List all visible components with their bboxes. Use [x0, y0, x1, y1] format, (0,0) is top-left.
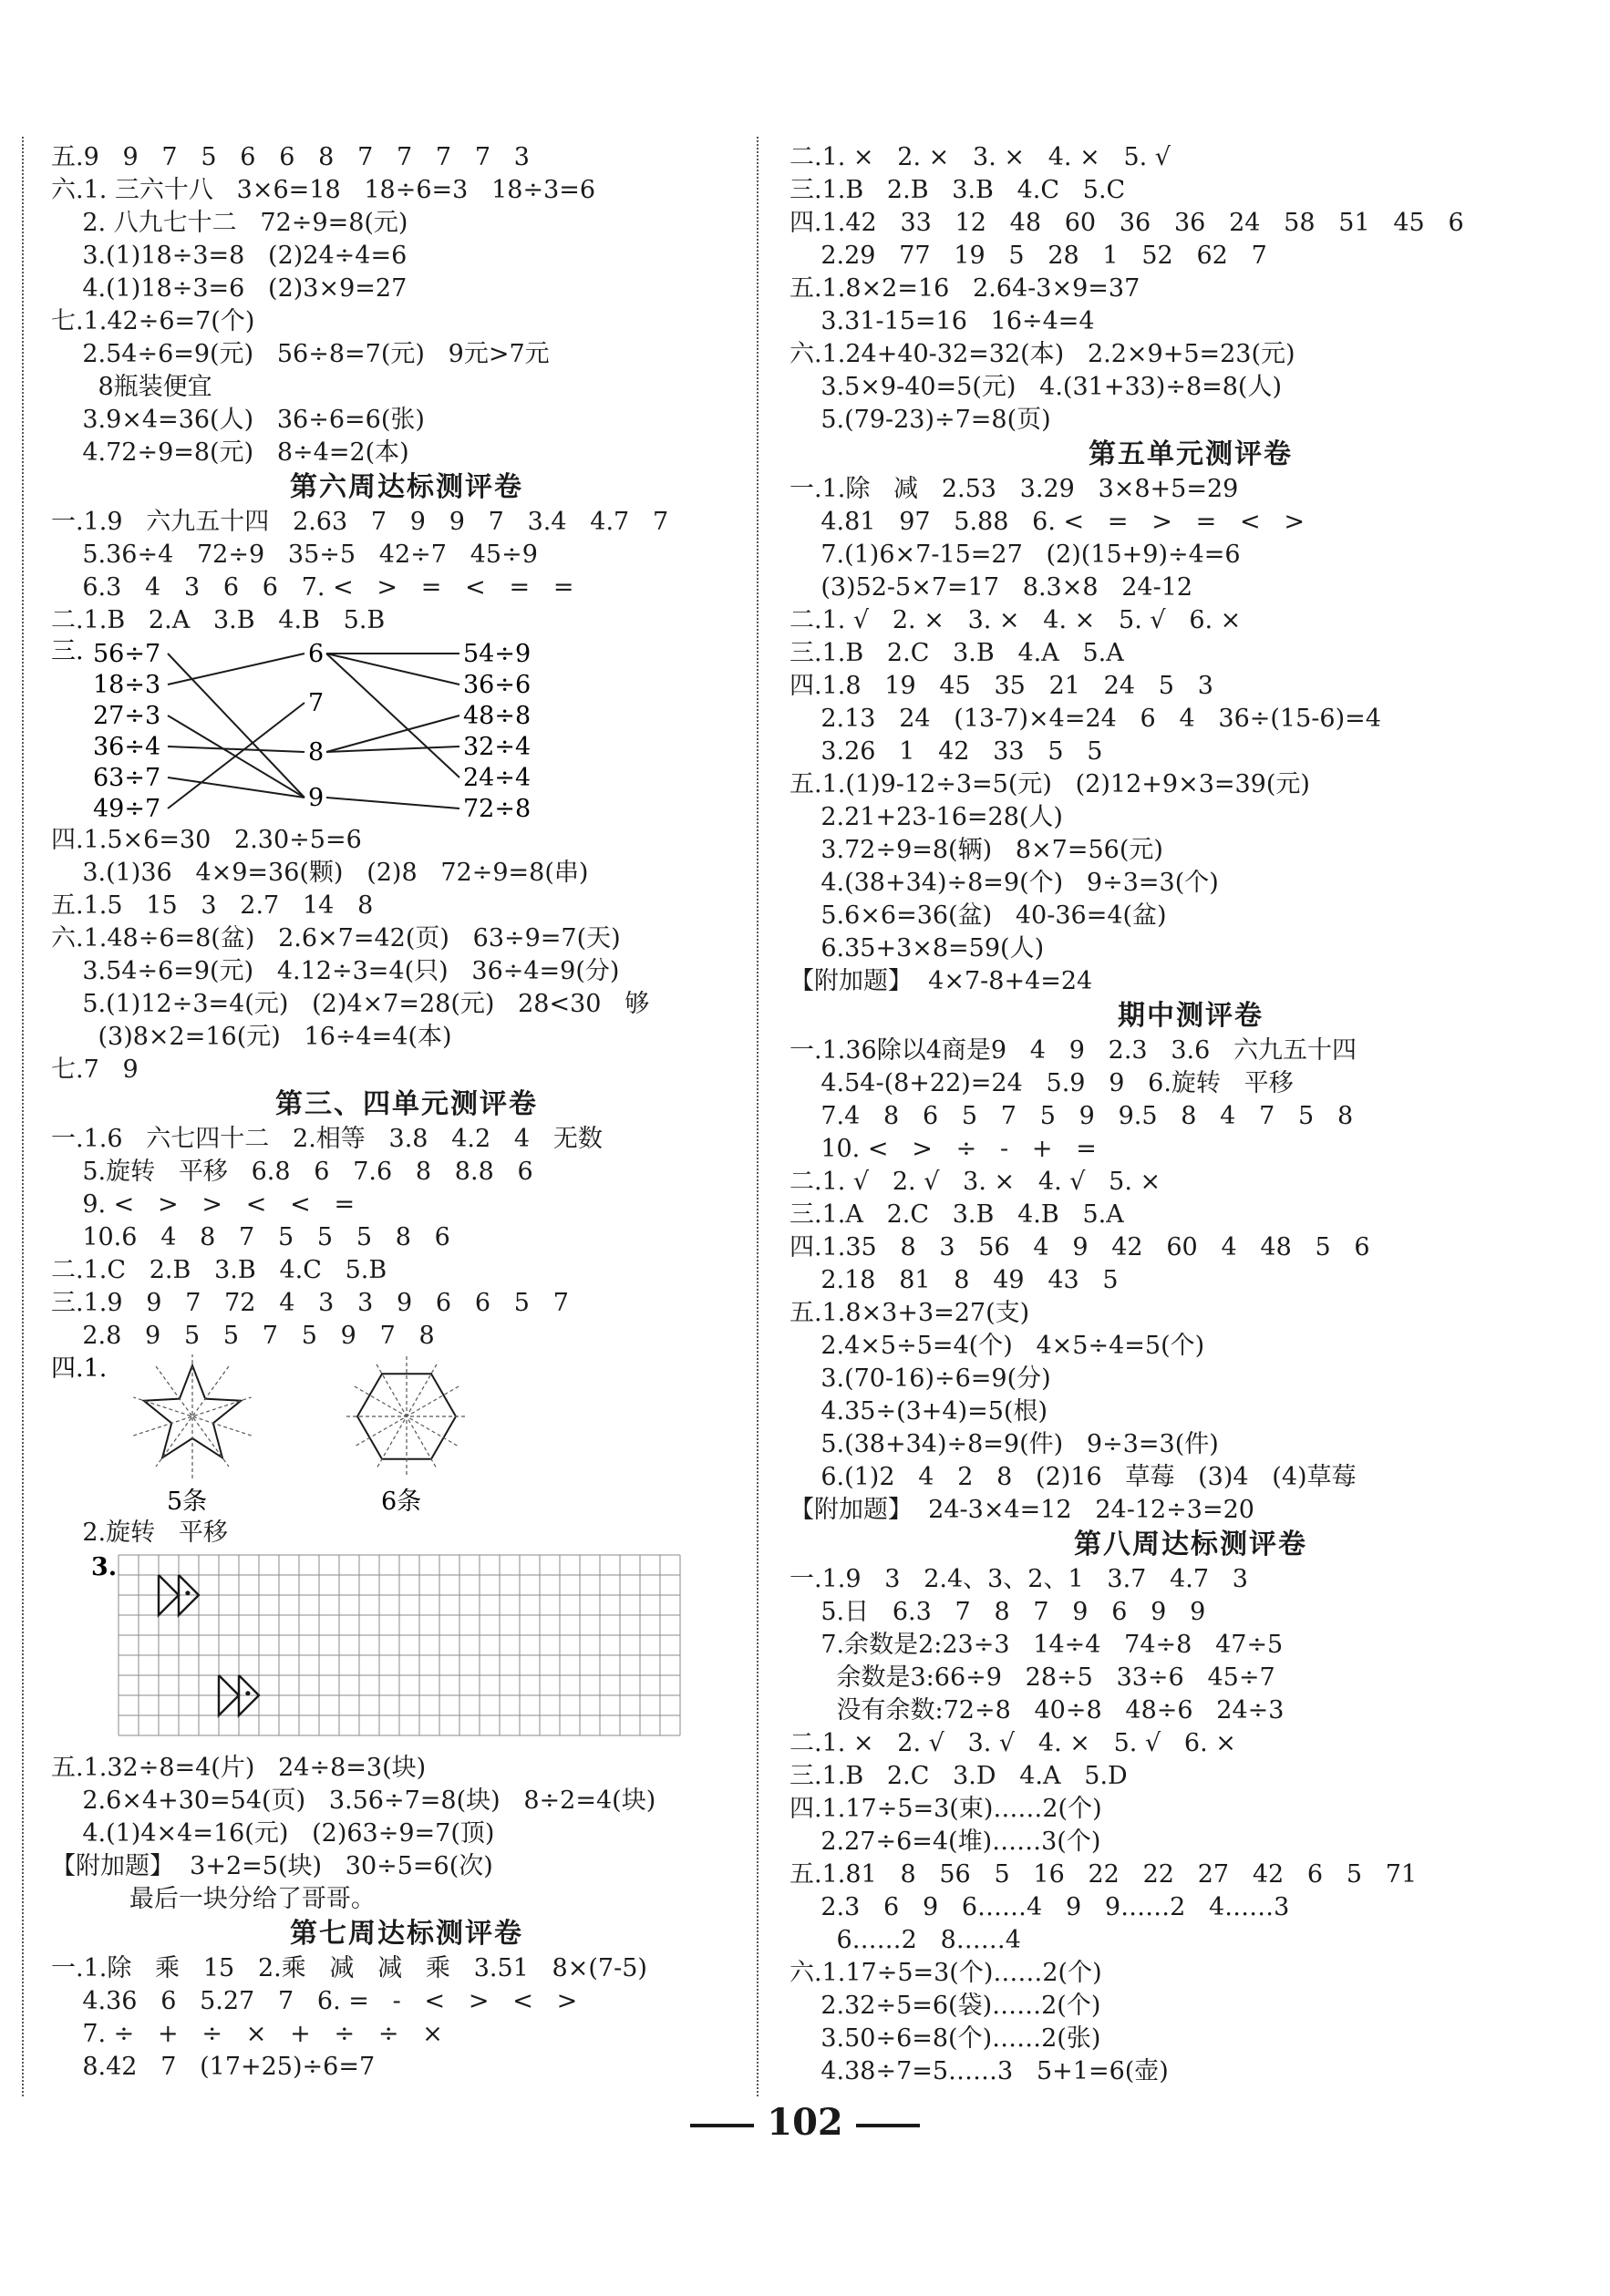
answer-line: 4.(38+34)÷8=9(个) 9÷3=3(个): [790, 869, 1219, 897]
match-left-item: 27÷3: [93, 702, 161, 730]
answer-line: 五.1.8×2=16 2.64-3×9=37: [790, 274, 1140, 303]
match-right-item: 24÷4: [463, 764, 532, 792]
answer-line: 2.21+23-16=28(人): [790, 803, 1063, 831]
answer-line: 二.1. × 2. √ 3. √ 4. × 5. √ 6. ×: [790, 1729, 1236, 1757]
answer-line: 三.1.B 2.B 3.B 4.C 5.C: [790, 176, 1126, 204]
page-number: 102: [767, 2101, 843, 2144]
match-mid-item: 8: [308, 738, 325, 767]
match-right-item: 36÷6: [463, 671, 532, 699]
answer-line: 4.36 6 5.27 7 6. = - < > < >: [51, 1987, 578, 2015]
answer-line: 三.1.B 2.C 3.B 4.A 5.A: [790, 639, 1124, 667]
match-line: [168, 777, 304, 798]
match-right-item: 48÷8: [463, 702, 532, 730]
match-right-item: 32÷4: [463, 733, 532, 761]
answer-line: 2.13 24 (13-7)×4=24 6 4 36÷(15-6)=4: [790, 705, 1381, 733]
answer-line: 3.50÷6=8(个)……2(张): [790, 2024, 1101, 2053]
answer-line: 五.1.32÷8=4(片) 24÷8=3(块): [51, 1754, 427, 1782]
match-left-item: 18÷3: [93, 671, 161, 699]
match-line: [168, 703, 304, 808]
answer-line: 6.(1)2 4 2 8 (2)16 草莓 (3)4 (4)草莓: [790, 1463, 1357, 1491]
answer-line: 9. < > > < < =: [51, 1190, 356, 1219]
answer-line: 五.1.8×3+3=27(支): [790, 1299, 1030, 1327]
answer-line: (3)8×2=16(元) 16÷4=4(本): [51, 1023, 452, 1051]
match-line: [326, 798, 459, 808]
answer-line: 六.1. 三六十八 3×6=18 18÷6=3 18÷3=6: [51, 176, 596, 204]
answer-line: 8.42 7 (17+25)÷6=7: [51, 2053, 376, 2081]
answer-line: 二.1.C 2.B 3.B 4.C 5.B: [51, 1256, 387, 1284]
answer-line: 5.(38+34)÷8=9(件) 9÷3=3(件): [790, 1430, 1219, 1458]
answer-line: 三.1.A 2.C 3.B 4.B 5.A: [790, 1200, 1124, 1229]
answer-line: 一.1.除 减 2.53 3.29 3×8+5=29: [790, 475, 1239, 503]
answer-line: 7.余数是2:23÷3 14÷4 74÷8 47÷5: [790, 1631, 1284, 1659]
answer-line: 5.日 6.3 7 8 7 9 6 9 9: [790, 1598, 1206, 1626]
match-mid-item: 9: [308, 784, 325, 812]
section-heading: 第六周达标测评卷: [290, 471, 523, 503]
match-line: [326, 654, 459, 777]
answer-line: 4.(1)18÷3=6 (2)3×9=27: [51, 274, 408, 303]
answer-line: 10.6 4 8 7 5 5 5 8 6: [51, 1223, 450, 1251]
answer-line: 3.54÷6=9(元) 4.12÷3=4(只) 36÷4=9(分): [51, 957, 620, 985]
answer-line: 2.54÷6=9(元) 56÷8=7(元) 9元>7元: [51, 340, 550, 368]
answer-line: 余数是3:66÷9 28÷5 33÷6 45÷7: [790, 1663, 1275, 1692]
answer-line: (3)52-5×7=17 8.3×8 24-12: [790, 573, 1193, 602]
answer-line: 四.1.35 8 3 56 4 9 42 60 4 48 5 6: [790, 1233, 1370, 1261]
answer-line: 七.7 9: [51, 1055, 139, 1084]
answer-line: 5.(1)12÷3=4(元) (2)4×7=28(元) 28<30 够: [51, 990, 650, 1018]
answer-line: 3.72÷9=8(辆) 8×7=56(元): [790, 836, 1163, 864]
section-heading: 第三、四单元测评卷: [275, 1088, 538, 1120]
answer-line: 7.(1)6×7-15=27 (2)(15+9)÷4=6: [790, 541, 1241, 569]
answer-line: 【附加题】 3+2=5(块) 30÷5=6(次): [51, 1852, 493, 1880]
match-left-item: 36÷4: [93, 733, 161, 761]
symmetry-label: 四.1.: [51, 1354, 108, 1383]
answer-line: 【附加题】 4×7-8+4=24: [790, 967, 1093, 995]
answer-line: 2.27÷6=4(堆)……3(个): [790, 1828, 1101, 1856]
grid-label: 3.: [91, 1553, 118, 1581]
answer-line: 4.72÷9=8(元) 8÷4=2(本): [51, 438, 409, 467]
answer-line: 一.1.36除以4商是9 4 9 2.3 3.6 六九五十四: [790, 1036, 1357, 1065]
answer-line: 2.6×4+30=54(页) 3.56÷7=8(块) 8÷2=4(块): [51, 1786, 656, 1815]
answer-line: 没有余数:72÷8 40÷8 48÷6 24÷3: [790, 1696, 1285, 1725]
answer-line: 五.1.(1)9-12÷3=5(元) (2)12+9×3=39(元): [790, 770, 1310, 798]
answer-line: 5.36÷4 72÷9 35÷5 42÷7 45÷9: [51, 541, 538, 569]
answer-line: 4.54-(8+22)=24 5.9 9 6.旋转 平移: [790, 1069, 1294, 1097]
match-line: [326, 654, 459, 685]
answer-line: 3.(1)18÷3=8 (2)24÷4=6: [51, 242, 408, 270]
hexagon-caption: 6条: [381, 1488, 422, 1516]
answer-line: 4.81 97 5.88 6. < = > = < >: [790, 508, 1305, 536]
answer-line: 3.5×9-40=5(元) 4.(31+33)÷8=8(人): [790, 373, 1282, 401]
answer-line: 2.29 77 19 5 28 1 52 62 7: [790, 242, 1267, 270]
answer-line: 3.26 1 42 33 5 5: [790, 737, 1103, 766]
match-right-item: 72÷8: [463, 795, 532, 819]
answer-line: 5.(79-23)÷7=8(页): [790, 406, 1051, 434]
answer-line: 三.1.9 9 7 72 4 3 3 9 6 6 5 7: [51, 1289, 569, 1317]
left-column: [51, 141, 762, 2084]
answer-line: 最后一块分给了哥哥。: [51, 1885, 376, 1913]
answer-line: 一.1.6 六七四十二 2.相等 3.8 4.2 4 无数: [51, 1125, 603, 1153]
answer-line: 六.1.17÷5=3(个)……2(个): [790, 1959, 1102, 1987]
matching-label: 三.: [51, 637, 84, 665]
answer-line: 三.1.B 2.C 3.D 4.A 5.D: [790, 1762, 1128, 1790]
star-caption: 5条: [167, 1488, 208, 1516]
answer-line: 二.1.B 2.A 3.B 4.B 5.B: [51, 606, 386, 634]
answer-line: 2. 八九七十二 72÷9=8(元): [51, 209, 408, 237]
match-line: [168, 654, 304, 798]
answer-line: 6.35+3×8=59(人): [790, 934, 1045, 963]
answer-line: 一.1.除 乘 15 2.乘 减 减 乘 3.51 8×(7-5): [51, 1954, 647, 1982]
answer-line: 4.(1)4×4=16(元) (2)63÷9=7(顶): [51, 1819, 495, 1848]
answer-line: 7. ÷ + ÷ × + ÷ ÷ ×: [51, 2020, 443, 2048]
section-heading: 第七周达标测评卷: [290, 1918, 523, 1950]
answer-line: 一.1.9 六九五十四 2.63 7 9 9 7 3.4 4.7 7: [51, 508, 669, 536]
right-column: [790, 141, 1592, 2088]
answer-line: 10. < > ÷ - + =: [790, 1135, 1097, 1163]
symmetry-block: [51, 1353, 762, 1517]
answer-line: 3.(70-16)÷6=9(分): [790, 1364, 1051, 1393]
match-line: [168, 654, 304, 685]
answer-line: 2.4×5÷5=4(个) 4×5÷4=5(个): [790, 1332, 1205, 1360]
answer-line: 【附加题】 24-3×4=12 24-12÷3=20: [790, 1496, 1254, 1524]
answer-line: 五.9 9 7 5 6 6 8 7 7 7 7 3: [51, 143, 530, 171]
left-dotted-margin: [22, 137, 24, 2096]
answer-line: 四.1.8 19 45 35 21 24 5 3: [790, 672, 1213, 700]
answer-line: 五.1.81 8 56 5 16 22 22 27 42 6 5 71: [790, 1860, 1418, 1889]
section-heading: 第五单元测评卷: [1089, 438, 1293, 470]
dash-left: [690, 2124, 754, 2127]
answer-line: 2.3 6 9 6……4 9 9……2 4……3: [790, 1893, 1290, 1921]
answer-line: 四.1.5×6=30 2.30÷5=6: [51, 826, 362, 854]
answer-line: 二.1. √ 2. √ 3. × 4. √ 5. ×: [790, 1168, 1161, 1196]
answer-line: 8瓶装便宜: [51, 373, 212, 401]
section-heading: 第八周达标测评卷: [1074, 1529, 1307, 1560]
grid-figure: [51, 1550, 744, 1746]
match-right-item: 54÷9: [463, 640, 532, 668]
match-left-item: 63÷7: [93, 764, 161, 792]
answer-line: 3.(1)36 4×9=36(颗) (2)8 72÷9=8(串): [51, 859, 589, 887]
answer-line: 六.1.48÷6=8(盆) 2.6×7=42(页) 63÷9=7(天): [51, 924, 621, 952]
matching-diagram: [51, 637, 744, 819]
answer-line: 5.6×6=36(盆) 40-36=4(盆): [790, 901, 1167, 930]
section-heading: 期中测评卷: [1118, 1000, 1264, 1032]
answer-line: 二.1. × 2. × 3. × 4. × 5. √: [790, 143, 1171, 171]
match-left-item: 49÷7: [93, 795, 161, 819]
symmetry-figures: [51, 1353, 744, 1517]
answer-line: 六.1.24+40-32=32(本) 2.2×9+5=23(元): [790, 340, 1295, 368]
match-line: [168, 746, 304, 752]
answer-line: 五.1.5 15 3 2.7 14 8: [51, 891, 374, 920]
answer-line: 7.4 8 6 5 7 5 9 9.5 8 4 7 5 8: [790, 1102, 1354, 1130]
answer-line: 一.1.9 3 2.4、3、2、1 3.7 4.7 3: [790, 1565, 1248, 1593]
answer-line: 二.1. √ 2. × 3. × 4. × 5. √ 6. ×: [790, 606, 1242, 634]
answer-line: 6……2 8……4: [790, 1926, 1021, 1954]
match-mid-item: 6: [308, 640, 325, 668]
answer-line: 4.38÷7=5……3 5+1=6(壶): [790, 2057, 1169, 2085]
answer-line: 七.1.42÷6=7(个): [51, 307, 255, 335]
answer-line: 6.3 4 3 6 6 7. < > = < = =: [51, 573, 574, 602]
answer-line: 四.1.42 33 12 48 60 36 36 24 58 51 45 6: [790, 209, 1464, 237]
answer-line: 3.31-15=16 16÷4=4: [790, 307, 1095, 335]
matching-block: [51, 637, 762, 824]
match-mid-item: 7: [308, 689, 325, 717]
match-left-item: 56÷7: [93, 640, 161, 668]
answer-line: 2.18 81 8 49 43 5: [790, 1266, 1119, 1294]
dash-right: [856, 2124, 920, 2127]
grid-block: [51, 1550, 762, 1752]
answer-line: 3.9×4=36(人) 36÷6=6(张): [51, 406, 425, 434]
answer-line: 2.32÷5=6(袋)……2(个): [790, 1992, 1101, 2020]
answer-line: 四.1.17÷5=3(束)……2(个): [790, 1795, 1102, 1823]
answer-line: 5.旋转 平移 6.8 6 7.6 8 8.8 6: [51, 1158, 533, 1186]
page-number-footer: [0, 2101, 1610, 2144]
answer-line: 2.8 9 5 5 7 5 9 7 8: [51, 1322, 435, 1350]
answer-line: 4.35÷(3+4)=5(根): [790, 1397, 1048, 1426]
answer-line: 2.旋转 平移: [51, 1519, 228, 1547]
